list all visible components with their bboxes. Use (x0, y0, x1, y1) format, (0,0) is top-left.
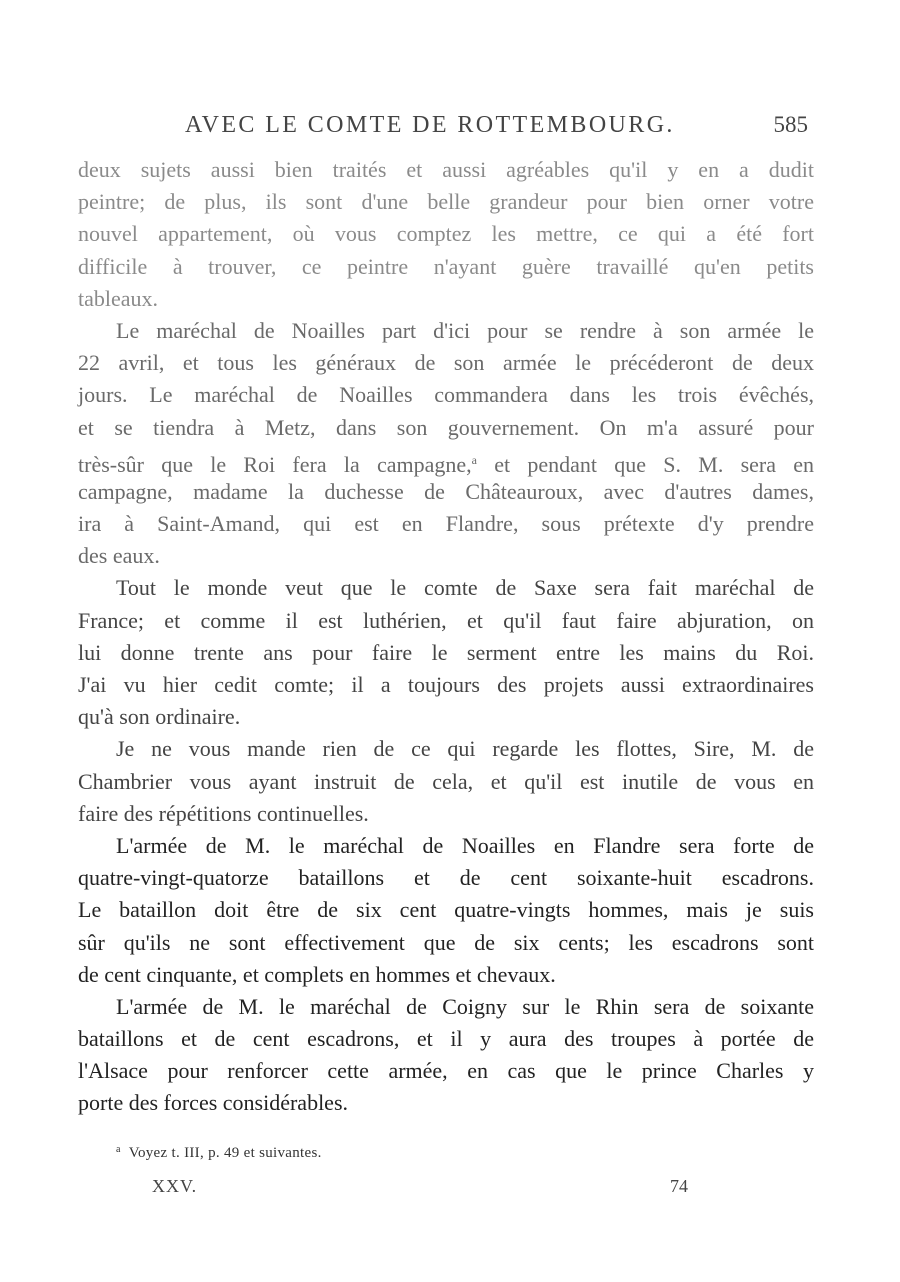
text-line: ira à Saint-Amand, qui est en Flandre, sous prétexte d'y prendre (78, 511, 814, 537)
text-line: France; et comme il est luthérien, et qu'il faut faire abjuration, on (78, 607, 814, 633)
text-line: des eaux. (78, 543, 160, 569)
footnote-reference: a (471, 452, 477, 467)
body-text (78, 154, 814, 1120)
signature-folio: 74 (670, 1176, 688, 1196)
text-line: tableaux. (78, 285, 159, 311)
text-line: et se tiendra à Metz, dans son gouvernement. On m'a assuré pour (78, 414, 814, 440)
text-line: l'Alsace pour renforcer cette armée, en cas que le prince Charles y (78, 1058, 814, 1084)
text-line: L'armée de M. le maréchal de Noailles en Flandre sera forte de (116, 832, 814, 858)
text-line: difficile à trouver, ce peintre n'ayant guère travaillé qu'en petits (78, 253, 814, 279)
text-line: bataillons et de cent escadrons, et il y aura des troupes à portée de (78, 1026, 814, 1052)
text-line: sûr qu'ils ne sont effectivement que de six cents; les escadrons sont (78, 929, 814, 955)
text-line-end: et pendant que S. M. sera en (476, 451, 815, 477)
text-line: nouvel appartement, où vous comptez les mettre, ce qui a été fort (78, 221, 814, 247)
text-line: de cent cinquante, et complets en hommes et chevaux. (78, 961, 556, 987)
text-line-start: très-sûr que le Roi fera la campagne, (78, 451, 472, 477)
footnote-text: Voyez t. III, p. 49 et suivantes. (128, 1145, 322, 1161)
text-line: faire des répétitions continuelles. (78, 800, 369, 826)
footnote-mark: a (116, 1144, 121, 1155)
text-line: 22 avril, et tous les généraux de son armée le précéderont de deux (78, 350, 814, 376)
text-line: jours. Le maréchal de Noailles commandera dans les trois évêchés, (78, 382, 814, 408)
signature-mark: XXV. (152, 1176, 198, 1196)
footnote (116, 1144, 322, 1162)
text-line: Le bataillon doit être de six cent quatre-vingts hommes, mais je suis (78, 897, 814, 923)
text-line: Le maréchal de Noailles part d'ici pour se rendre à son armée le (116, 317, 814, 343)
text-line: peintre; de plus, ils sont d'une belle grandeur pour bien orner votre (78, 189, 814, 215)
text-line: J'ai vu hier cedit comte; il a toujours des projets aussi extraordinaires (78, 672, 814, 697)
text-line: L'armée de M. le maréchal de Coigny sur le Rhin sera de soixante (116, 993, 814, 1019)
running-title: AVEC LE COMTE DE ROTTEMBOURG. (185, 112, 675, 138)
text-line: Chambrier vous ayant instruit de cela, et qu'il est inutile de vous en (78, 768, 814, 794)
text-line: Je ne vous mande rien de ce qui regarde les flottes, Sire, M. de (116, 736, 814, 762)
running-head (78, 112, 808, 146)
page-number: 585 (773, 112, 808, 137)
text-line-with-footnote (78, 444, 814, 476)
text-line: Tout le monde veut que le comte de Saxe sera fait maréchal de (116, 575, 814, 601)
text-line: quatre-vingt-quatorze bataillons et de cent soixante-huit escadrons. (78, 865, 814, 891)
text-line: lui donne trente ans pour faire le serment entre les mains du Roi. (78, 639, 814, 665)
text-line: qu'à son ordinaire. (78, 704, 241, 730)
text-line: campagne, madame la duchesse de Châteauroux, avec d'autres dames, (78, 478, 814, 504)
text-line: deux sujets aussi bien traités et aussi agréables qu'il y en a dudit (78, 157, 814, 182)
text-line: porte des forces considérables. (78, 1090, 349, 1116)
